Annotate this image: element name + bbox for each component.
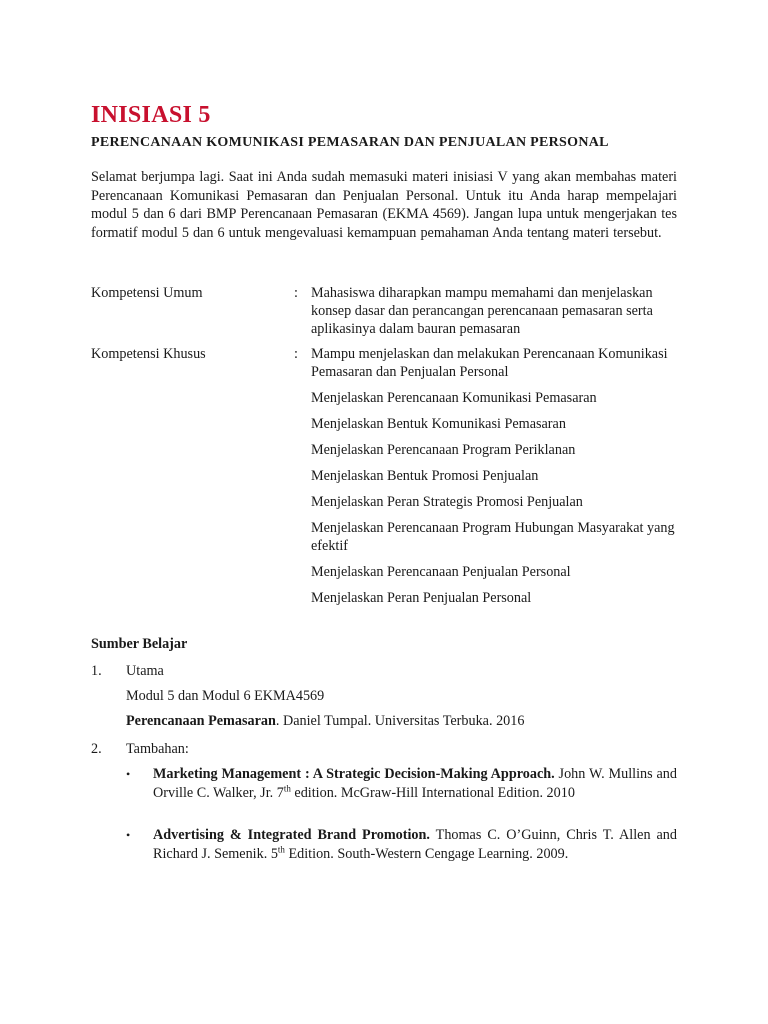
kompetensi-umum-colon: : [294, 285, 298, 301]
kompetensi-khusus-list [311, 345, 677, 615]
source-utama-label: Utama [126, 663, 164, 679]
reference-details: Thomas C. O’Guinn, Chris T. Allen and Richard J. Semenik. 5 [153, 827, 677, 862]
kompetensi-khusus-item: Mampu menjelaskan dan melakukan Perencanaan Komunikasi Pemasaran dan Penjualan Personal [311, 346, 668, 380]
bullet-icon: • [126, 828, 131, 842]
reference-details-cont: Edition. South-Western Cengage Learning. 2009. [284, 845, 569, 862]
page-title: INISIASI 5 [91, 102, 211, 128]
kompetensi-khusus-item: Menjelaskan Perencanaan Penjualan Personal [311, 564, 571, 580]
reference-item [126, 826, 677, 863]
book-title: Perencanaan Pemasaran [126, 713, 276, 729]
page-subtitle: PERENCANAAN KOMUNIKASI PEMASARAN DAN PENJUALAN PERSONAL [91, 135, 609, 150]
source-number: 2. [91, 741, 102, 757]
ordinal-suffix: th [277, 843, 285, 854]
reference-title: Marketing Management : A Strategic Decision-Making Approach. [153, 766, 555, 782]
sumber-belajar-heading: Sumber Belajar [91, 636, 188, 652]
reference-item [126, 765, 677, 802]
kompetensi-khusus-item: Menjelaskan Bentuk Promosi Penjualan [311, 468, 539, 484]
ordinal-suffix: th [283, 782, 291, 793]
kompetensi-khusus-item: Menjelaskan Bentuk Komunikasi Pemasaran [311, 416, 566, 432]
kompetensi-khusus-item: Menjelaskan Peran Strategis Promosi Penjualan [311, 494, 583, 510]
bullet-icon: • [126, 767, 131, 781]
reference-text [153, 765, 677, 802]
kompetensi-khusus-item: Menjelaskan Perencanaan Program Periklanan [311, 442, 576, 458]
kompetensi-khusus-label: Kompetensi Khusus [91, 346, 206, 362]
source-number: 1. [91, 663, 102, 679]
reference-title: Advertising & Integrated Brand Promotion. [153, 827, 430, 843]
kompetensi-khusus-item: Menjelaskan Perencanaan Komunikasi Pemasaran [311, 390, 597, 406]
intro-paragraph: Selamat berjumpa lagi. Saat ini Anda sudah memasuki materi inisiasi V yang akan membahas materi Perencanaan Komunikasi Pemasaran dan Penjualan Personal. Untuk itu Anda harap mempelajari modul 5 dan 6 dari BMP Perencanaan Pemasaran (EKMA 4569). Jangan lupa untuk mengerjakan tes formatif modul 5 dan 6 untuk mengevaluasi kemampuan pemahaman Anda tentang materi tersebut. [91, 169, 677, 241]
book-details: . Daniel Tumpal. Universitas Terbuka. 2016 [275, 713, 525, 729]
source-utama-book-text [126, 712, 524, 731]
source-tambahan-label: Tambahan: [126, 741, 189, 757]
reference-details: John W. Mullins and Orville C. Walker, Jr. 7 [153, 766, 677, 801]
kompetensi-khusus-item: Menjelaskan Perencanaan Program Hubungan Masyarakat yang efektif [311, 520, 675, 554]
kompetensi-umum-text: Mahasiswa diharapkan mampu memahami dan menjelaskan konsep dasar dan perancangan perencanaan pemasaran serta aplikasinya dalam bauran pemasaran [311, 285, 653, 337]
kompetensi-khusus-colon: : [294, 346, 298, 362]
source-utama-modul-text: Modul 5 dan Modul 6 EKMA4569 [126, 688, 325, 704]
kompetensi-umum-label: Kompetensi Umum [91, 285, 203, 301]
reference-details-cont: edition. McGraw-Hill International Edition. 2010 [290, 784, 575, 801]
kompetensi-khusus-item: Menjelaskan Peran Penjualan Personal [311, 590, 532, 606]
reference-text [153, 826, 677, 863]
